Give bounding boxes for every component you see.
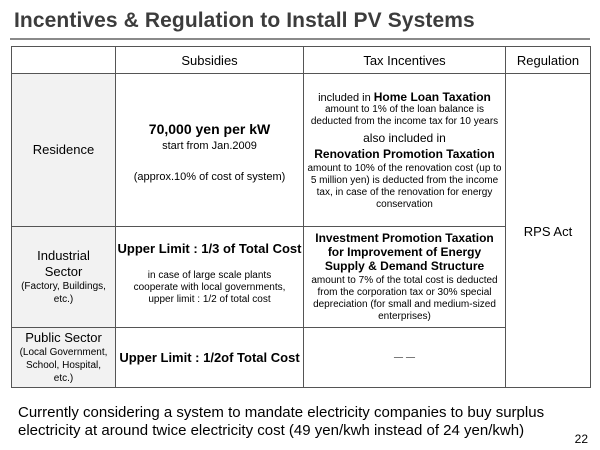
row-label-industrial	[12, 227, 116, 328]
header-tax-incentives: Tax Incentives	[304, 47, 506, 74]
residence-tax-detail-1: amount to 1% of the loan balance is deducted from the income tax for 10 years	[310, 103, 499, 127]
title-divider	[10, 38, 590, 40]
rps-act: RPS Act	[523, 224, 573, 239]
residence-subsidy-amount: 70,000 yen per kW	[148, 120, 271, 137]
public-row	[12, 328, 591, 388]
regulation-cell	[506, 74, 591, 388]
industrial-subsidy-note: in case of large scale plants cooperate with local governments, upper limit : 1/2 of total cost	[133, 269, 286, 305]
industrial-tax-cell	[304, 227, 506, 328]
industrial-subsidy-limit: Upper Limit : 1/3 of Total Cost	[117, 240, 302, 256]
home-loan-taxation: Home Loan Taxation	[373, 89, 491, 104]
investment-promotion-taxation: Investment Promotion Taxation for Improvement of Energy Supply & Demand Structure	[315, 231, 494, 273]
residence-tax-detail-2: amount to 10% of the renovation cost (up to 5 million yen) is deducted from the income tax, in case of the renovation for energy conservation	[307, 162, 502, 210]
residence-subsidy-cell	[116, 74, 304, 227]
industrial-label-sub: (Factory, Buildings, etc.)	[21, 281, 106, 305]
slide-title: Incentives & Regulation to Install PV Systems	[14, 9, 475, 32]
incentives-table	[11, 46, 591, 388]
public-label: Public Sector	[25, 330, 102, 345]
industrial-tax-detail: amount to 7% of the total cost is deducted from the corporation tax or 30% special depreciation (for small and medium-sized enterprises)	[311, 275, 498, 322]
header-subsidies: Subsidies	[116, 47, 304, 74]
residence-tax-also: also included in	[363, 130, 446, 145]
residence-label: Residence	[32, 142, 95, 157]
public-tax-dash: －－	[392, 351, 417, 365]
residence-tax-cell	[304, 74, 506, 227]
public-tax-cell	[304, 328, 506, 388]
public-subsidy-limit: Upper Limit : 1/2of Total Cost	[119, 350, 300, 365]
residence-subsidy-start: start from Jan.2009	[162, 139, 257, 152]
row-label-public	[12, 328, 116, 388]
industrial-subsidy-cell	[116, 227, 304, 328]
header-regulation: Regulation	[506, 47, 591, 74]
renovation-promotion-taxation: Renovation Promotion Taxation	[314, 146, 495, 161]
industrial-row	[12, 227, 591, 328]
public-subsidy-cell	[116, 328, 304, 388]
industrial-label-1: Industrial	[37, 248, 90, 263]
tax-intro-text: included in	[318, 91, 371, 104]
row-label-residence	[12, 74, 116, 227]
public-label-sub: (Local Government, School, Hospital, etc.)	[19, 347, 108, 384]
residence-subsidy-note: (approx.10% of cost of system)	[133, 170, 286, 183]
residence-row	[12, 74, 591, 227]
header-blank	[12, 47, 116, 74]
page-number: 22	[574, 432, 588, 446]
residence-tax-intro	[304, 90, 505, 104]
table-header-row	[12, 47, 591, 74]
industrial-label-2: Sector	[44, 264, 83, 279]
footer-note: Currently considering a system to mandate electricity companies to buy surplus electricity at around twice electricity cost (49 yen/kwh instead of 24 yen/kwh)	[18, 404, 545, 439]
